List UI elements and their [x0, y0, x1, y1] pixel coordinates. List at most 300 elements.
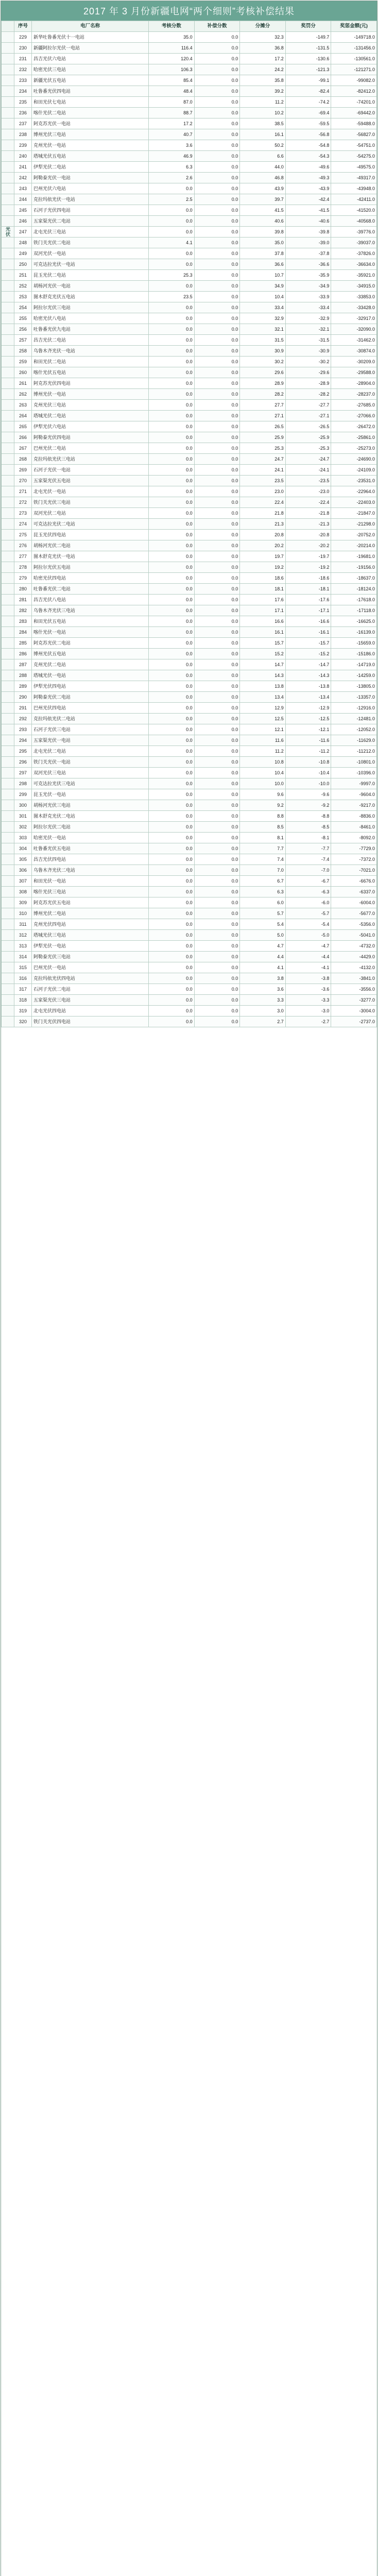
row-index: 310	[14, 908, 31, 919]
header-plant-name: 电厂名称	[32, 21, 149, 32]
region-cell	[2, 400, 14, 411]
assessment-score: 0.0	[149, 367, 195, 378]
assessment-score: 0.0	[149, 248, 195, 259]
compensation-score: 0.0	[194, 757, 240, 768]
allocation-score: 20.2	[240, 540, 286, 551]
allocation-score: 5.4	[240, 919, 286, 930]
table-row	[2, 519, 377, 530]
row-index: 271	[14, 486, 31, 497]
amount: -33853.0	[331, 292, 377, 302]
amount: -5356.0	[331, 919, 377, 930]
compensation-score: 0.0	[194, 75, 240, 86]
table-row	[2, 876, 377, 887]
reward-penalty-score: -131.5	[285, 43, 331, 54]
row-index: 269	[14, 465, 31, 476]
region-cell	[2, 32, 14, 43]
allocation-score: 10.4	[240, 292, 286, 302]
allocation-score: 17.6	[240, 595, 286, 605]
table-row	[2, 357, 377, 367]
reward-penalty-score: -42.4	[285, 194, 331, 205]
plant-name: 喀什光伏一电站	[32, 627, 149, 638]
reward-penalty-score: -3.6	[285, 984, 331, 995]
reward-penalty-score: -14.3	[285, 670, 331, 681]
compensation-score: 0.0	[194, 335, 240, 346]
amount: -33428.0	[331, 302, 377, 313]
plant-name: 和田光伏二电站	[32, 357, 149, 367]
reward-penalty-score: -33.4	[285, 302, 331, 313]
compensation-score: 0.0	[194, 497, 240, 508]
allocation-score: 19.2	[240, 562, 286, 573]
row-index: 307	[14, 876, 31, 887]
assessment-score: 0.0	[149, 692, 195, 703]
row-index: 266	[14, 432, 31, 443]
reward-penalty-score: -5.7	[285, 908, 331, 919]
allocation-score: 18.6	[240, 573, 286, 584]
reward-penalty-score: -3.8	[285, 973, 331, 984]
amount: -54275.0	[331, 151, 377, 162]
allocation-score: 9.2	[240, 800, 286, 811]
header-reward-penalty-score: 奖罚分	[285, 21, 331, 32]
row-index: 238	[14, 129, 31, 140]
assessment-score: 0.0	[149, 919, 195, 930]
amount: -59488.0	[331, 118, 377, 129]
plant-name: 昌吉光伏六电站	[32, 54, 149, 64]
compensation-score: 0.0	[194, 389, 240, 400]
plant-name: 塔城光伏二电站	[32, 411, 149, 421]
plant-name: 北屯光伏一电站	[32, 486, 149, 497]
reward-penalty-score: -5.4	[285, 919, 331, 930]
allocation-score: 39.7	[240, 194, 286, 205]
region-cell	[2, 324, 14, 335]
reward-penalty-score: -35.9	[285, 270, 331, 281]
table-row	[2, 173, 377, 183]
allocation-score: 18.1	[240, 584, 286, 595]
region-cell	[2, 584, 14, 595]
compensation-score: 0.0	[194, 638, 240, 649]
table-row	[2, 302, 377, 313]
compensation-score: 0.0	[194, 887, 240, 897]
region-cell	[2, 530, 14, 540]
amount: -6004.0	[331, 897, 377, 908]
allocation-score: 25.9	[240, 432, 286, 443]
compensation-score: 0.0	[194, 768, 240, 778]
compensation-score: 0.0	[194, 43, 240, 54]
plant-name: 铁门关光伏一电站	[32, 757, 149, 768]
table-row	[2, 183, 377, 194]
amount: -28904.0	[331, 378, 377, 389]
compensation-score: 0.0	[194, 984, 240, 995]
row-index: 253	[14, 292, 31, 302]
assessment-score: 0.0	[149, 897, 195, 908]
assessment-score: 116.4	[149, 43, 195, 54]
row-index: 247	[14, 227, 31, 238]
assessment-score: 25.3	[149, 270, 195, 281]
compensation-score: 0.0	[194, 735, 240, 746]
row-index: 264	[14, 411, 31, 421]
allocation-score: 2.7	[240, 1016, 286, 1027]
assessment-score: 0.0	[149, 302, 195, 313]
region-cell	[2, 952, 14, 962]
table-row	[2, 605, 377, 616]
compensation-score: 0.0	[194, 995, 240, 1006]
compensation-score: 0.0	[194, 854, 240, 865]
compensation-score: 0.0	[194, 292, 240, 302]
reward-penalty-score: -32.1	[285, 324, 331, 335]
compensation-score: 0.0	[194, 421, 240, 432]
row-index: 314	[14, 952, 31, 962]
plant-name: 昆玉光伏一电站	[32, 789, 149, 800]
allocation-score: 33.4	[240, 302, 286, 313]
allocation-score: 11.6	[240, 735, 286, 746]
compensation-score: 0.0	[194, 1006, 240, 1016]
table-row	[2, 335, 377, 346]
compensation-score: 0.0	[194, 573, 240, 584]
table-row	[2, 746, 377, 757]
row-index: 320	[14, 1016, 31, 1027]
row-index: 270	[14, 476, 31, 486]
assessment-score: 0.0	[149, 703, 195, 714]
amount: -15186.0	[331, 649, 377, 659]
table-row	[2, 595, 377, 605]
reward-penalty-score: -19.7	[285, 551, 331, 562]
table-row	[2, 562, 377, 573]
plant-name: 巴州光伏四电站	[32, 703, 149, 714]
compensation-score: 0.0	[194, 595, 240, 605]
allocation-score: 27.7	[240, 400, 286, 411]
compensation-score: 0.0	[194, 714, 240, 724]
assessment-score: 0.0	[149, 465, 195, 476]
amount: -9997.0	[331, 778, 377, 789]
amount: -18124.0	[331, 584, 377, 595]
plant-name: 阿克苏光伏一电站	[32, 118, 149, 129]
table-row	[2, 497, 377, 508]
row-index: 299	[14, 789, 31, 800]
plant-name: 阿拉尔光伏二电站	[32, 822, 149, 833]
reward-penalty-score: -13.4	[285, 692, 331, 703]
region-cell	[2, 865, 14, 876]
compensation-score: 0.0	[194, 811, 240, 822]
compensation-score: 0.0	[194, 411, 240, 421]
assessment-score: 0.0	[149, 854, 195, 865]
plant-name: 新疆阿拉尔光伏一电站	[32, 43, 149, 54]
amount: -15659.0	[331, 638, 377, 649]
assessment-score: 0.0	[149, 1016, 195, 1027]
region-cell	[2, 876, 14, 887]
reward-penalty-score: -30.9	[285, 346, 331, 357]
table-row	[2, 638, 377, 649]
reward-penalty-score: -17.1	[285, 605, 331, 616]
region-cell	[2, 86, 14, 97]
assessment-score: 0.0	[149, 216, 195, 227]
allocation-score: 15.2	[240, 649, 286, 659]
plant-name: 喀什光伏三电站	[32, 887, 149, 897]
plant-name: 克州光伏一电站	[32, 140, 149, 151]
row-index: 232	[14, 64, 31, 75]
compensation-score: 0.0	[194, 530, 240, 540]
region-cell	[2, 389, 14, 400]
table-row	[2, 941, 377, 952]
region-cell	[2, 1006, 14, 1016]
reward-penalty-score: -3.3	[285, 995, 331, 1006]
assessment-score: 0.0	[149, 281, 195, 292]
table-row	[2, 530, 377, 540]
region-cell	[2, 378, 14, 389]
assessment-score: 0.0	[149, 670, 195, 681]
region-cell	[2, 551, 14, 562]
allocation-score: 14.3	[240, 670, 286, 681]
assessment-score: 0.0	[149, 313, 195, 324]
assessment-score: 0.0	[149, 519, 195, 530]
allocation-score: 10.7	[240, 270, 286, 281]
allocation-score: 44.0	[240, 162, 286, 173]
assessment-score: 0.0	[149, 735, 195, 746]
reward-penalty-score: -20.2	[285, 540, 331, 551]
compensation-score: 0.0	[194, 227, 240, 238]
table-row	[2, 194, 377, 205]
reward-penalty-score: -11.2	[285, 746, 331, 757]
amount: -3004.0	[331, 1006, 377, 1016]
table-row	[2, 476, 377, 486]
plant-name: 博州光伏一电站	[32, 389, 149, 400]
plant-name: 北屯光伏二电站	[32, 746, 149, 757]
table-row	[2, 411, 377, 421]
amount: -37826.0	[331, 248, 377, 259]
plant-name: 喀什光伏二电站	[32, 108, 149, 118]
table-row	[2, 1006, 377, 1016]
row-index: 288	[14, 670, 31, 681]
reward-penalty-score: -30.2	[285, 357, 331, 367]
amount: -17618.0	[331, 595, 377, 605]
plant-name: 乌鲁木齐光伏一电站	[32, 346, 149, 357]
region-cell	[2, 64, 14, 75]
allocation-score: 39.2	[240, 86, 286, 97]
compensation-score: 0.0	[194, 162, 240, 173]
compensation-score: 0.0	[194, 367, 240, 378]
region-cell	[2, 908, 14, 919]
plant-name: 哈密光伏三电站	[32, 64, 149, 75]
row-index: 261	[14, 378, 31, 389]
region-cell	[2, 194, 14, 205]
row-index: 280	[14, 584, 31, 595]
reward-penalty-score: -17.6	[285, 595, 331, 605]
table-row	[2, 973, 377, 984]
compensation-score: 0.0	[194, 962, 240, 973]
amount: -22403.0	[331, 497, 377, 508]
allocation-score: 13.8	[240, 681, 286, 692]
amount: -121271.0	[331, 64, 377, 75]
table-row	[2, 768, 377, 778]
assessment-score: 88.7	[149, 108, 195, 118]
region-cell	[2, 151, 14, 162]
compensation-score: 0.0	[194, 129, 240, 140]
amount: -49575.0	[331, 162, 377, 173]
amount: -39776.0	[331, 227, 377, 238]
table-row	[2, 129, 377, 140]
table-row	[2, 367, 377, 378]
row-index: 296	[14, 757, 31, 768]
plant-name: 胡杨河光伏三电站	[32, 800, 149, 811]
table-row	[2, 75, 377, 86]
assessment-score: 4.1	[149, 238, 195, 248]
plant-name: 博州光伏二电站	[32, 908, 149, 919]
plant-name: 克拉玛依光伏一电站	[32, 194, 149, 205]
assessment-score: 0.0	[149, 616, 195, 627]
row-index: 292	[14, 714, 31, 724]
row-index: 302	[14, 822, 31, 833]
table-row	[2, 205, 377, 216]
region-cell	[2, 281, 14, 292]
reward-penalty-score: -36.6	[285, 259, 331, 270]
region-cell	[2, 432, 14, 443]
reward-penalty-score: -14.7	[285, 659, 331, 670]
assessment-score: 120.4	[149, 54, 195, 64]
table-row	[2, 151, 377, 162]
plant-name: 和田光伏一电站	[32, 876, 149, 887]
row-index: 249	[14, 248, 31, 259]
assessment-score: 0.0	[149, 324, 195, 335]
amount: -21298.0	[331, 519, 377, 530]
reward-penalty-score: -11.6	[285, 735, 331, 746]
allocation-score: 31.5	[240, 335, 286, 346]
row-index: 297	[14, 768, 31, 778]
table-row	[2, 714, 377, 724]
compensation-score: 0.0	[194, 205, 240, 216]
plant-name: 克拉玛依光伏二电站	[32, 714, 149, 724]
compensation-score: 0.0	[194, 86, 240, 97]
header-amount: 奖惩金额(元)	[331, 21, 377, 32]
reward-penalty-score: -10.4	[285, 768, 331, 778]
allocation-score: 13.4	[240, 692, 286, 703]
assessment-score: 0.0	[149, 205, 195, 216]
table-row	[2, 64, 377, 75]
compensation-score: 0.0	[194, 562, 240, 573]
table-row	[2, 421, 377, 432]
region-cell	[2, 486, 14, 497]
plant-name: 塔城光伏一电站	[32, 670, 149, 681]
amount: -5677.0	[331, 908, 377, 919]
region-cell	[2, 54, 14, 64]
reward-penalty-score: -10.8	[285, 757, 331, 768]
assessment-score: 0.0	[149, 486, 195, 497]
region-cell	[2, 183, 14, 194]
amount: -13357.0	[331, 692, 377, 703]
allocation-score: 30.9	[240, 346, 286, 357]
region-cell	[2, 216, 14, 227]
reward-penalty-score: -12.5	[285, 714, 331, 724]
compensation-score: 0.0	[194, 140, 240, 151]
assessment-score: 0.0	[149, 411, 195, 421]
allocation-score: 7.0	[240, 865, 286, 876]
region-cell	[2, 1016, 14, 1027]
table-row	[2, 1016, 377, 1027]
table-row	[2, 324, 377, 335]
compensation-score: 0.0	[194, 703, 240, 714]
allocation-score: 46.8	[240, 173, 286, 183]
row-index: 281	[14, 595, 31, 605]
plant-name: 伊犁光伏一电站	[32, 941, 149, 952]
assessment-score: 0.0	[149, 952, 195, 962]
table-row	[2, 259, 377, 270]
plant-name: 克州光伏三电站	[32, 400, 149, 411]
amount: -35921.0	[331, 270, 377, 281]
plant-name: 双河光伏三电站	[32, 768, 149, 778]
compensation-score: 0.0	[194, 616, 240, 627]
allocation-score: 43.9	[240, 183, 286, 194]
row-index: 229	[14, 32, 31, 43]
plant-name: 哈密光伏四电站	[32, 573, 149, 584]
amount: -8092.0	[331, 833, 377, 843]
table-row	[2, 465, 377, 476]
region-cell	[2, 43, 14, 54]
region-cell	[2, 346, 14, 357]
reward-penalty-score: -130.6	[285, 54, 331, 64]
reward-penalty-score: -32.9	[285, 313, 331, 324]
allocation-score: 5.0	[240, 930, 286, 941]
table-row	[2, 584, 377, 595]
assessment-score: 0.0	[149, 605, 195, 616]
row-index: 265	[14, 421, 31, 432]
assessment-score: 0.0	[149, 876, 195, 887]
allocation-score: 3.0	[240, 1006, 286, 1016]
table-row	[2, 865, 377, 876]
amount: -11629.0	[331, 735, 377, 746]
compensation-score: 0.0	[194, 486, 240, 497]
plant-name: 阿拉尔光伏五电站	[32, 562, 149, 573]
settlement-table	[1, 21, 377, 1027]
plant-name: 博州光伏三电站	[32, 129, 149, 140]
region-cell	[2, 411, 14, 421]
amount: -26472.0	[331, 421, 377, 432]
plant-name: 阿克苏光伏四电站	[32, 378, 149, 389]
table-row	[2, 486, 377, 497]
allocation-score: 12.9	[240, 703, 286, 714]
region-cell	[2, 573, 14, 584]
amount: -31462.0	[331, 335, 377, 346]
assessment-score: 0.0	[149, 746, 195, 757]
amount: -16625.0	[331, 616, 377, 627]
assessment-score: 87.0	[149, 97, 195, 108]
compensation-score: 0.0	[194, 281, 240, 292]
allocation-score: 17.1	[240, 605, 286, 616]
region-cell	[2, 649, 14, 659]
table-row	[2, 627, 377, 638]
allocation-score: 25.3	[240, 443, 286, 454]
region-cell	[2, 919, 14, 930]
assessment-score: 0.0	[149, 930, 195, 941]
compensation-score: 0.0	[194, 454, 240, 465]
reward-penalty-score: -43.9	[285, 183, 331, 194]
table-row	[2, 908, 377, 919]
table-row	[2, 43, 377, 54]
amount: -9217.0	[331, 800, 377, 811]
allocation-score: 34.9	[240, 281, 286, 292]
amount: -56827.0	[331, 129, 377, 140]
plant-name: 阿勒泰光伏四电站	[32, 432, 149, 443]
reward-penalty-score: -6.0	[285, 897, 331, 908]
compensation-score: 0.0	[194, 302, 240, 313]
amount: -32090.0	[331, 324, 377, 335]
amount: -3277.0	[331, 995, 377, 1006]
reward-penalty-score: -54.8	[285, 140, 331, 151]
plant-name: 塔城光伏五电站	[32, 151, 149, 162]
header-index: 序号	[14, 21, 31, 32]
region-cell	[2, 562, 14, 573]
amount: -8461.0	[331, 822, 377, 833]
plant-name: 北屯光伏四电站	[32, 1006, 149, 1016]
allocation-score: 35.0	[240, 238, 286, 248]
reward-penalty-score: -7.4	[285, 854, 331, 865]
row-index: 267	[14, 443, 31, 454]
